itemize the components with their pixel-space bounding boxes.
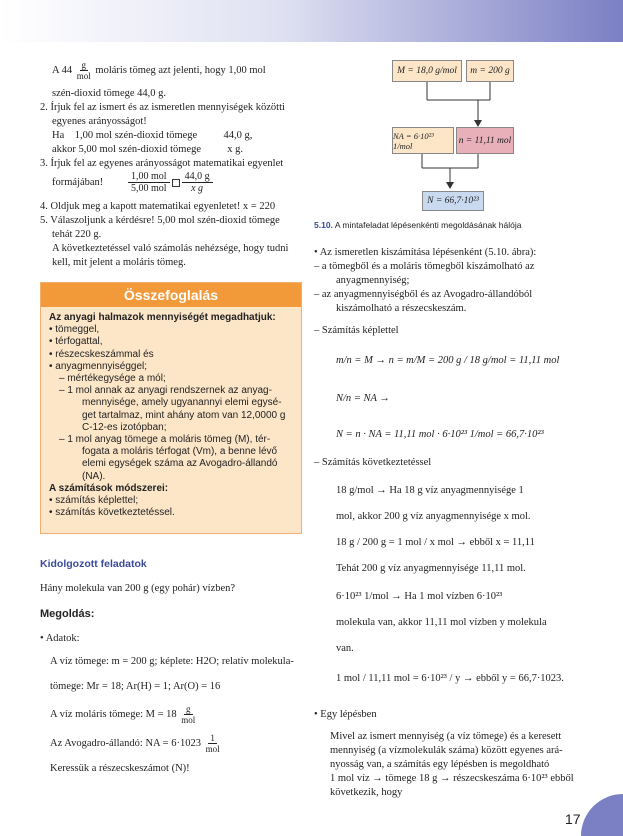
formula-line: N = n · NA = 11,11 mol · 6·10²³ 1/mol = 66,7·10²³: [336, 429, 544, 440]
text-line: Tehát 200 g víz anyagmennyisége 11,11 mol.: [336, 563, 526, 574]
summary-bullet: • tömeggel,: [49, 324, 100, 336]
text: A víz moláris tömege: M = 18: [50, 708, 177, 720]
frac-num: 1,00 mol: [128, 171, 170, 183]
summary-heading: Az anyagi halmazok mennyiségét megadhatjuk:: [49, 312, 276, 323]
amount-box: n = 11,11 mol: [456, 127, 514, 154]
avogadro-box: NA = 6·10²³ 1/mol: [392, 127, 454, 154]
molar-mass-box: M = 18,0 g/mol: [392, 60, 462, 82]
right-column: [314, 246, 596, 800]
summary-dash-cont: mennyisége, amely ugyanannyi elemi egysé-: [82, 397, 282, 409]
page-number: 17: [565, 811, 581, 827]
frac-den: mol: [76, 71, 91, 81]
text-line: szén-dioxid tömege 44,0 g.: [52, 88, 167, 99]
fraction: [128, 171, 170, 194]
text-line: akkor 5,00 mol szén-dioxid tömege x g.: [52, 144, 244, 155]
given-line: [40, 733, 302, 754]
text-line: 5. Válaszoljunk a kérdésre! 5,00 mol szén-dioxid tömege: [40, 215, 280, 226]
figure-caption: [314, 220, 521, 230]
text-line: – a tömegből és a moláris tömegből kiszámolható az: [314, 261, 535, 272]
left-column: [40, 60, 302, 270]
summary-dash-cont: (NA).: [82, 470, 106, 482]
formula-line: 1 mol / 11,11 mol = 6·10²³ / y → ebből y = 66,7·1023.: [336, 673, 564, 684]
given-label: • Adatok:: [40, 633, 80, 644]
worked-example: [40, 558, 302, 776]
text-line: molekula van, akkor 11,11 mol vízben y molekula: [336, 617, 547, 628]
summary-dash-cont: C-12-es izotópban;: [82, 421, 167, 433]
text-line: következik, hogy: [330, 787, 403, 798]
given-line: tömege: Mr = 18; Ar(H) = 1; Ar(O) = 16: [50, 681, 221, 692]
given-line: Keressük a részecskeszámot (N)!: [50, 763, 190, 774]
text-line: 6·10²³ 1/mol → Ha 1 mol vízben 6·10²³: [336, 591, 503, 602]
frac-den: mol: [205, 744, 220, 754]
frac-num: g: [186, 704, 191, 714]
text-line: • Egy lépésben: [314, 709, 377, 720]
frac-den: x g: [191, 183, 204, 194]
frac-num: g: [81, 60, 87, 70]
text: Az Avogadro-állandó: NA = 6·1023: [50, 737, 201, 749]
solution-heading: Megoldás:: [40, 608, 95, 620]
text-line: mennyiség (a vízmolekulák száma) között egyenes ará-: [330, 745, 563, 756]
question: Hány molekula van 200 g (egy pohár) vízben?: [40, 583, 236, 594]
caption-number: 5.10.: [314, 220, 333, 230]
text-line: kell, mit jelent a moláris tömeg.: [52, 257, 186, 268]
proportion-equation: [40, 171, 302, 194]
fraction: [206, 733, 220, 754]
fraction: [182, 171, 213, 194]
particle-count-box: N = 66,7·10²³: [422, 191, 484, 211]
text-line: – az anyagmennyiségből és az Avogadro-állandóból: [314, 289, 533, 300]
formula-line: m/n = M → n = m/M = 200 g / 18 g/mol = 11,11 mol: [336, 355, 560, 366]
frac-num: 44,0 g: [182, 171, 213, 183]
mass-box: m = 200 g: [466, 60, 514, 82]
summary-box: [40, 282, 302, 534]
given-line: A víz tömege: m = 200 g; képlete: H2O; relatív molekula-: [50, 656, 294, 667]
summary-heading: A számítások módszerei:: [49, 482, 169, 494]
text-line: van.: [336, 643, 354, 654]
text-line: A következtetéssel való számolás nehézsége, hogy tudni: [52, 243, 289, 254]
formula-line: N/n = NA →: [336, 393, 390, 404]
text-line: [40, 60, 302, 81]
text: A 44: [52, 64, 73, 76]
text-line: kiszámolható a részecskeszám.: [336, 303, 467, 314]
summary-dash-cont: elemi egységek száma az Avogadro-állandó: [82, 458, 278, 470]
summary-bullet: • részecskeszámmal és: [49, 348, 154, 360]
text-line: 1 mol víz → tömege 18 g → részecskeszáma 6·10²³ ebből: [330, 773, 574, 784]
text-line: Mivel az ismert mennyiség (a víz tömege) és a keresett: [330, 731, 562, 742]
equals-box: [172, 179, 180, 187]
formula-line: 18 g / 200 g = 1 mol / x mol → ebből x = 11,11: [336, 537, 535, 548]
text-line: 4. Oldjuk meg a kapott matematikai egyenletet! x = 220: [40, 201, 276, 212]
frac-den: mol: [181, 715, 196, 725]
corner-decoration: [581, 794, 623, 836]
text-line: egyenes arányosságot!: [52, 116, 147, 127]
summary-dash: – 1 mol annak az anyagi rendszernek az anyag-: [59, 385, 272, 397]
fraction: [181, 704, 195, 725]
text-line: anyagmennyiség;: [336, 275, 410, 286]
text-line: – Számítás következtetéssel: [314, 457, 432, 468]
fraction: [77, 60, 91, 81]
text-line: tehát 220 g.: [52, 229, 102, 240]
frac-den: 5,00 mol: [131, 183, 167, 194]
summary-bullet: • térfogattal,: [49, 336, 103, 348]
frac-num: 1: [210, 733, 215, 743]
text: formájában!: [52, 177, 104, 188]
text-line: – Számítás képlettel: [314, 325, 399, 336]
summary-dash: – mértékegysége a mól;: [59, 373, 166, 385]
text-line: mol, akkor 200 g víz anyagmennyisége x mol.: [336, 511, 531, 522]
summary-bullet: • számítás következtetéssel.: [49, 507, 175, 519]
summary-title: Összefoglalás: [41, 283, 301, 307]
summary-bullet: • anyagmennyiséggel;: [49, 360, 148, 372]
text-line: • Az ismeretlen kiszámítása lépésenként (5.10. ábra):: [314, 247, 537, 258]
given-line: [40, 704, 302, 725]
text: moláris tömeg azt jelenti, hogy 1,00 mol: [95, 64, 266, 76]
summary-body: [41, 307, 301, 524]
summary-dash: – 1 mol anyag tömege a moláris tömeg (M), tér-: [59, 434, 271, 446]
caption-text: A mintafeladat lépésenkénti megoldásának hálója: [334, 220, 522, 230]
text-line: nyosság van, a számítás egy lépésben is megoldható: [330, 759, 550, 770]
summary-bullet: • számítás képlettel;: [49, 495, 139, 507]
section-title: Kidolgozott feladatok: [40, 558, 147, 570]
text-line: 3. Írjuk fel az egyenes arányosságot matematikai egyenlet: [40, 158, 284, 169]
text-line: 18 g/mol → Ha 18 g víz anyagmennyisége 1: [336, 485, 524, 496]
text-line: 2. Írjuk fel az ismert és az ismeretlen mennyiségek közötti: [40, 102, 285, 113]
text-line: Ha 1,00 mol szén-dioxid tömege 44,0 g,: [52, 130, 253, 141]
summary-dash-cont: get tartalmaz, mint ahány atom van 12,0000 g: [82, 409, 286, 421]
summary-dash-cont: fogata a moláris térfogat (Vm), a benne lévő: [82, 446, 278, 458]
header-band: [0, 0, 623, 42]
